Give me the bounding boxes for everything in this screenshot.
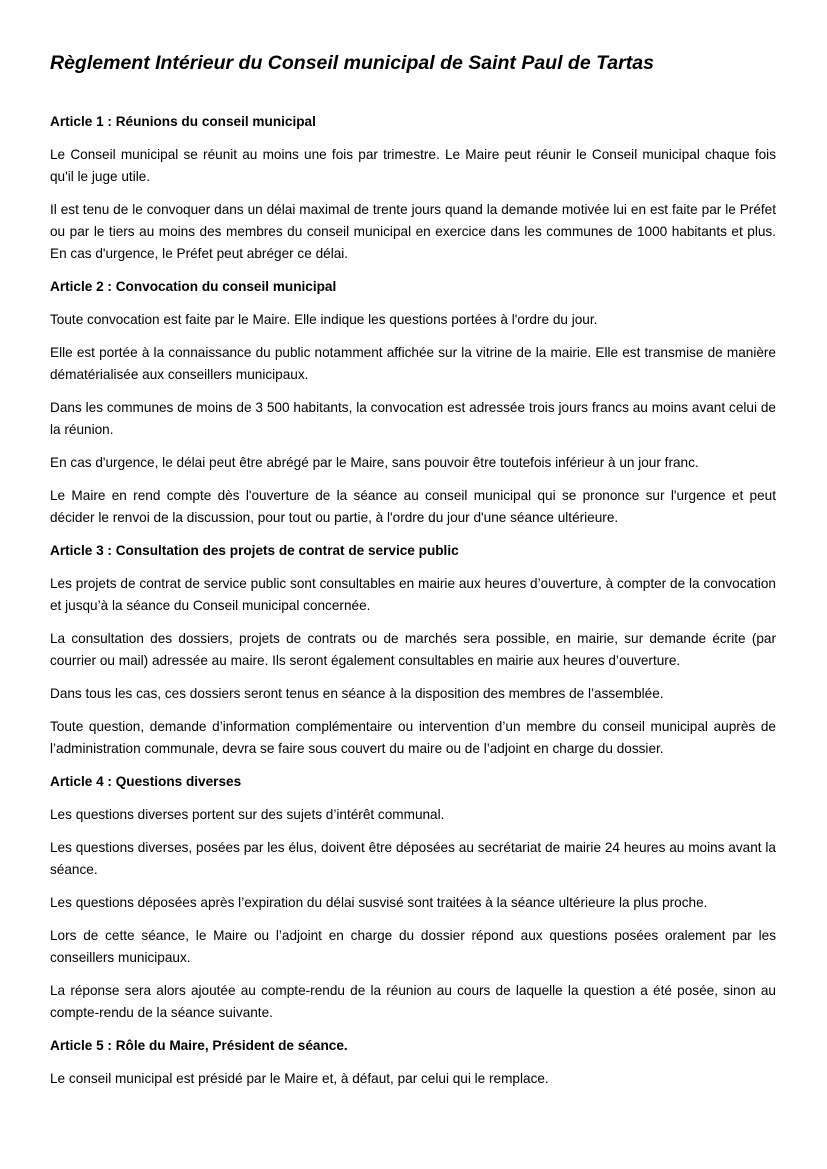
article-paragraph: Le conseil municipal est présidé par le Maire et, à défaut, par celui qui le remplace. xyxy=(50,1071,549,1086)
article-paragraph: Dans les communes de moins de 3 500 habitants, la convocation est adressée trois jours francs au moins avant celui de la réunion. xyxy=(50,400,776,437)
article-heading: Article 3 : Consultation des projets de contrat de service public xyxy=(50,543,459,558)
document-title: Règlement Intérieur du Conseil municipal de Saint Paul de Tartas xyxy=(50,52,654,74)
article-paragraph: Le Maire en rend compte dès l'ouverture de la séance au conseil municipal qui se prononce sur l'urgence et peut décider le renvoi de la discussion, pour tout ou partie, à l'ordre du jour d'une séance ultérieure. xyxy=(50,488,776,525)
article-paragraph: Les projets de contrat de service public sont consultables en mairie aux heures d’ouverture, à compter de la convocation et jusqu’à la séance du Conseil municipal concernée. xyxy=(50,576,776,613)
article-paragraph: Les questions diverses portent sur des sujets d’intérêt communal. xyxy=(50,807,445,822)
article-2 xyxy=(50,276,776,529)
article-paragraph: Toute convocation est faite par le Maire. Elle indique les questions portées à l'ordre du jour. xyxy=(50,312,598,327)
article-paragraph: La réponse sera alors ajoutée au compte-rendu de la réunion au cours de laquelle la question a été posée, sinon au compte-rendu de la séance suivante. xyxy=(50,983,776,1020)
article-1 xyxy=(50,111,776,265)
article-paragraph: Elle est portée à la connaissance du public notamment affichée sur la vitrine de la mairie. Elle est transmise de manière dématérialisée aux conseillers municipaux. xyxy=(50,345,776,382)
article-paragraph: La consultation des dossiers, projets de contrats ou de marchés sera possible, en mairie, sur demande écrite (par courrier ou mail) adressée au maire. Ils seront également consultables en mairie aux heures d’ouverture. xyxy=(50,631,776,668)
article-heading: Article 5 : Rôle du Maire, Président de séance. xyxy=(50,1038,348,1053)
article-paragraph: Lors de cette séance, le Maire ou l’adjoint en charge du dossier répond aux questions posées oralement par les conseillers municipaux. xyxy=(50,928,776,965)
document-page xyxy=(50,50,776,1101)
article-3 xyxy=(50,540,776,760)
article-4 xyxy=(50,771,776,1024)
article-paragraph: Toute question, demande d’information complémentaire ou intervention d’un membre du conseil municipal auprès de l’administration communale, devra se faire sous couvert du maire ou de l’adjoint en charge du dossier. xyxy=(50,719,776,756)
article-5 xyxy=(50,1035,776,1090)
article-paragraph: Les questions diverses, posées par les élus, doivent être déposées au secrétariat de mairie 24 heures au moins avant la séance. xyxy=(50,840,776,877)
article-paragraph: En cas d'urgence, le délai peut être abrégé par le Maire, sans pouvoir être toutefois inférieur à un jour franc. xyxy=(50,455,699,470)
article-heading: Article 2 : Convocation du conseil municipal xyxy=(50,279,337,294)
article-paragraph: Il est tenu de le convoquer dans un délai maximal de trente jours quand la demande motivée lui en est faite par le Préfet ou par le tiers au moins des membres du conseil municipal en exercice dans les communes de 1000 habitants et plus. En cas d'urgence, le Préfet peut abréger ce délai. xyxy=(50,202,776,261)
article-paragraph: Les questions déposées après l’expiration du délai susvisé sont traitées à la séance ultérieure la plus proche. xyxy=(50,895,708,910)
article-paragraph: Le Conseil municipal se réunit au moins une fois par trimestre. Le Maire peut réunir le Conseil municipal chaque fois qu'il le juge utile. xyxy=(50,147,776,184)
article-heading: Article 4 : Questions diverses xyxy=(50,774,242,789)
article-heading: Article 1 : Réunions du conseil municipal xyxy=(50,114,316,129)
article-paragraph: Dans tous les cas, ces dossiers seront tenus en séance à la disposition des membres de l’assemblée. xyxy=(50,686,664,701)
